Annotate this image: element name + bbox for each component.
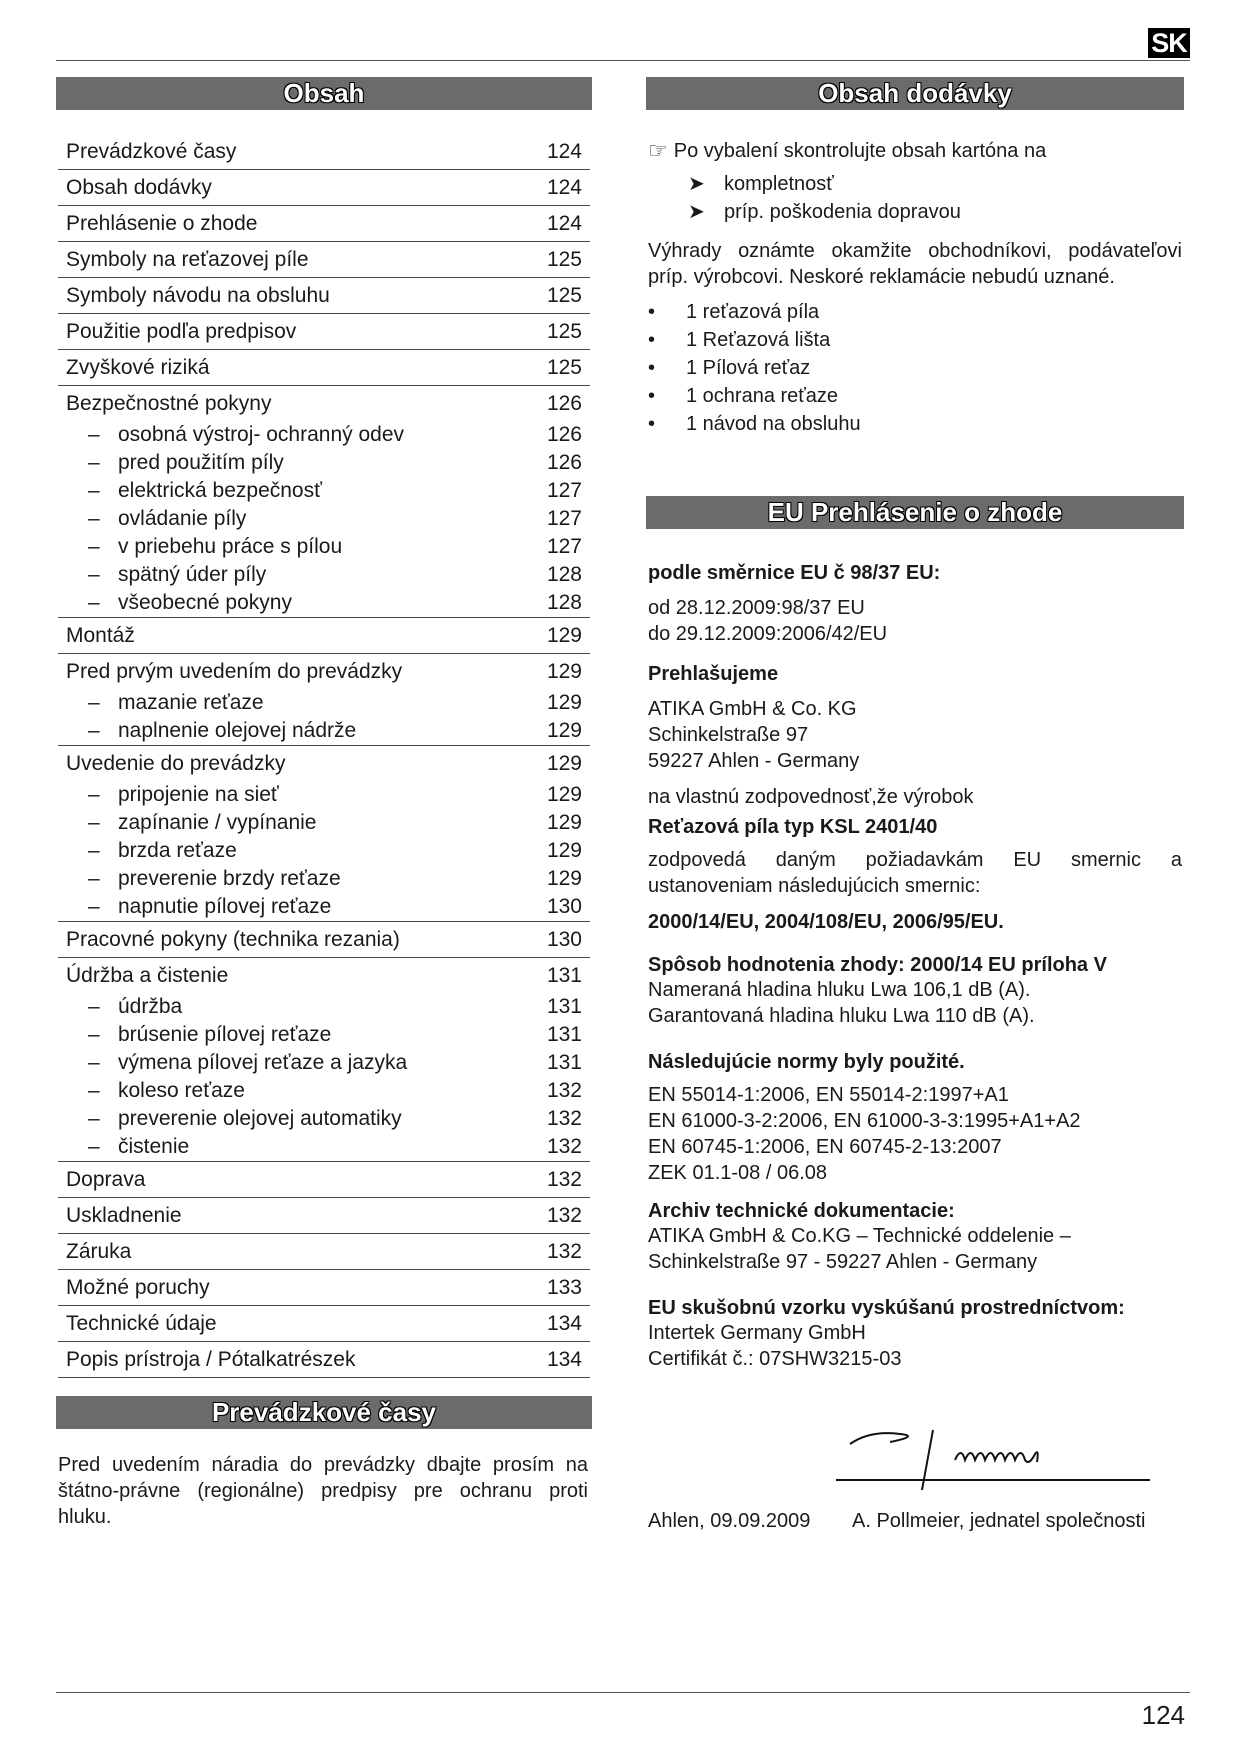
toc-entry-page: 124 bbox=[546, 211, 582, 235]
toc-entry-page: 124 bbox=[546, 139, 582, 163]
toc-subentry-label: napnutie pílovej reťaze bbox=[118, 895, 332, 918]
toc-subentry bbox=[58, 1105, 590, 1133]
directives-list: 2000/14/EU, 2004/108/EU, 2006/95/EU. bbox=[648, 911, 1004, 933]
toc-subentry-page: 130 bbox=[546, 895, 582, 918]
toc-entry-page: 126 bbox=[546, 391, 582, 415]
toc-subentry-page: 132 bbox=[546, 1135, 582, 1158]
delivery-checks bbox=[688, 170, 1182, 226]
dash-icon: – bbox=[88, 839, 100, 862]
dash-icon: – bbox=[88, 783, 100, 806]
footer-rule bbox=[56, 1692, 1190, 1693]
list-item: • 1 Reťazová lišta bbox=[648, 326, 1182, 354]
product-name: Reťazová píla typ KSL 2401/40 bbox=[648, 816, 938, 838]
directive-dates: od 28.12.2009:98/37 EU do 29.12.2009:2006/42/EU bbox=[648, 597, 888, 645]
dash-icon: – bbox=[88, 479, 100, 502]
toc-entry-page: 132 bbox=[546, 1239, 582, 1263]
toc-subentry bbox=[58, 1049, 590, 1077]
toc-subentry-label: pripojenie na sieť bbox=[118, 783, 279, 806]
language-badge: SK bbox=[1148, 28, 1190, 58]
toc-subentry-page: 131 bbox=[546, 1051, 582, 1074]
toc-entry-label: Prevádzkové časy bbox=[66, 139, 237, 163]
toc-entry-page: 130 bbox=[546, 927, 582, 951]
signature bbox=[830, 1420, 1160, 1500]
toc-subentry-page: 132 bbox=[546, 1107, 582, 1130]
toc-subentry bbox=[58, 477, 590, 505]
bullet-icon: • bbox=[648, 413, 656, 435]
manufacturer-address: ATIKA GmbH & Co. KG Schinkelstraße 97 59227 Ahlen - Germany bbox=[648, 698, 860, 772]
dash-icon: – bbox=[88, 451, 100, 474]
toc-entry-label: Symboly na reťazovej píle bbox=[66, 247, 309, 271]
responsibility-text: na vlastnú zodpovednosť,že výrobok bbox=[648, 786, 974, 808]
toc-subentry-label: naplnenie olejovej nádrže bbox=[118, 719, 357, 742]
toc-subentry bbox=[58, 993, 590, 1021]
toc-subentry bbox=[58, 809, 590, 837]
dash-icon: – bbox=[88, 811, 100, 834]
toc-subentry-page: 127 bbox=[546, 535, 582, 558]
toc-entry-label: Doprava bbox=[66, 1167, 146, 1191]
toc-entry-label: Zvyškové riziká bbox=[66, 355, 210, 379]
toc-subentry-label: preverenie olejovej automatiky bbox=[118, 1107, 402, 1130]
toc-entry-page: 125 bbox=[546, 283, 582, 307]
toc-subentry-page: 128 bbox=[546, 591, 582, 614]
toc-entry bbox=[58, 1270, 590, 1306]
directive-heading: podle směrnice EU č 98/37 EU: bbox=[648, 562, 941, 584]
toc-subentry-page: 131 bbox=[546, 1023, 582, 1046]
dash-icon: – bbox=[88, 563, 100, 586]
list-item: • 1 ochrana reťaze bbox=[648, 382, 1182, 410]
toc-entry-label: Symboly návodu na obsluhu bbox=[66, 283, 330, 307]
toc-subentry bbox=[58, 1133, 590, 1162]
toc-subentry-page: 129 bbox=[546, 811, 582, 834]
toc-entry bbox=[58, 1342, 590, 1378]
toc-subentry-label: elektrická bezpečnosť bbox=[118, 479, 322, 502]
toc-subentry-label: všeobecné pokyny bbox=[118, 591, 292, 614]
toc-entry bbox=[58, 386, 590, 421]
delivery-title: Obsah dodávky bbox=[646, 77, 1184, 110]
archive-label: Archiv technické dokumentacie: bbox=[648, 1200, 955, 1222]
toc-subentry-label: koleso reťaze bbox=[118, 1079, 245, 1102]
toc-entry bbox=[58, 1198, 590, 1234]
toc-entry-page: 132 bbox=[546, 1167, 582, 1191]
toc-entry-label: Montáž bbox=[66, 623, 135, 647]
toc-entry-page: 125 bbox=[546, 355, 582, 379]
dash-icon: – bbox=[88, 1079, 100, 1102]
toc-entry-page: 125 bbox=[546, 319, 582, 343]
toc-subentry-page: 132 bbox=[546, 1079, 582, 1102]
toc-subentry-label: údržba bbox=[118, 995, 183, 1018]
dash-icon: – bbox=[88, 423, 100, 446]
page-number: 124 bbox=[1141, 1700, 1185, 1730]
toc-subentry-page: 129 bbox=[546, 691, 582, 714]
declaration-title: EU Prehlásenie o zhode bbox=[646, 496, 1184, 529]
dash-icon: – bbox=[88, 867, 100, 890]
toc-entry-page: 132 bbox=[546, 1203, 582, 1227]
toc-entry bbox=[58, 242, 590, 278]
dash-icon: – bbox=[88, 1023, 100, 1046]
list-item: • 1 reťazová píla bbox=[648, 298, 1182, 326]
toc-subentry-page: 129 bbox=[546, 839, 582, 862]
toc-entry-label: Uvedenie do prevádzky bbox=[66, 751, 286, 775]
noise-values: Nameraná hladina hluku Lwa 106,1 dB (A). Garantovaná hladina hluku Lwa 110 dB (A). bbox=[648, 979, 1035, 1027]
toc-entry-label: Obsah dodávky bbox=[66, 175, 212, 199]
toc-subentry-page: 126 bbox=[546, 451, 582, 474]
dash-icon: – bbox=[88, 691, 100, 714]
list-item: ➤ kompletnosť bbox=[688, 170, 1182, 198]
toc-subentry bbox=[58, 837, 590, 865]
toc-entry bbox=[58, 746, 590, 781]
declare-label: Prehlašujeme bbox=[648, 663, 779, 685]
delivery-note: Výhrady oznámte okamžite obchodníkovi, podávateľovi príp. výrobcovi. Neskoré reklamácie nebudú uznané. bbox=[648, 240, 1182, 288]
toc-subentry-page: 129 bbox=[546, 867, 582, 890]
toc-entry-label: Údržba a čistenie bbox=[66, 963, 229, 987]
bullet-icon: • bbox=[648, 301, 656, 323]
toc-entry bbox=[58, 350, 590, 386]
delivery-section bbox=[648, 138, 1182, 438]
toc-entry bbox=[58, 922, 590, 958]
toc-entry-page: 129 bbox=[546, 751, 582, 775]
dash-icon: – bbox=[88, 591, 100, 614]
bullet-icon: • bbox=[648, 329, 656, 351]
dash-icon: – bbox=[88, 719, 100, 742]
assessment-label: Spôsob hodnotenia zhody: 2000/14 EU príloha V bbox=[648, 954, 1107, 976]
toc-subentry-label: spätný úder píly bbox=[118, 563, 267, 586]
dash-icon: – bbox=[88, 507, 100, 530]
toc-subentry-label: brúsenie pílovej reťaze bbox=[118, 1023, 332, 1046]
toc-entry-label: Popis prístroja / Pótalkatrészek bbox=[66, 1347, 356, 1371]
toc-entry bbox=[58, 1234, 590, 1270]
toc-subentry-label: pred použitím píly bbox=[118, 451, 284, 474]
toc-title: Obsah bbox=[56, 77, 592, 110]
toc-subentry bbox=[58, 449, 590, 477]
toc-subentry bbox=[58, 893, 590, 922]
toc-subentry bbox=[58, 717, 590, 746]
declaration-section bbox=[648, 562, 1184, 1372]
header-rule bbox=[56, 60, 1190, 61]
toc-subentry bbox=[58, 505, 590, 533]
toc-subentry-label: výmena pílovej reťaze a jazyka bbox=[118, 1051, 408, 1074]
toc-subentry-label: zapínanie / vypínanie bbox=[118, 811, 317, 834]
signatory-name: A. Pollmeier, jednatel společnosti bbox=[852, 1510, 1146, 1532]
arrow-bullet-icon: ➤ bbox=[688, 201, 705, 223]
bullet-icon: • bbox=[648, 357, 656, 379]
list-item: • 1 Pílová reťaz bbox=[648, 354, 1182, 382]
list-item: • 1 návod na obsluhu bbox=[648, 410, 1182, 438]
toc-subentry-page: 131 bbox=[546, 995, 582, 1018]
toc-subentry-label: v priebehu práce s pílou bbox=[118, 535, 343, 558]
toc-entry-page: 131 bbox=[546, 963, 582, 987]
toc-entry-label: Prehlásenie o zhode bbox=[66, 211, 258, 235]
toc-entry-label: Bezpečnostné pokyny bbox=[66, 391, 272, 415]
toc-entry-label: Uskladnenie bbox=[66, 1203, 182, 1227]
toc-entry-page: 133 bbox=[546, 1275, 582, 1299]
operating-times-title: Prevádzkové časy bbox=[56, 1396, 592, 1429]
toc-entry-label: Technické údaje bbox=[66, 1311, 217, 1335]
toc-entry-page: 129 bbox=[546, 623, 582, 647]
toc-entry-page: 125 bbox=[546, 247, 582, 271]
dash-icon: – bbox=[88, 895, 100, 918]
standards-label: Následujúcie normy byly použité. bbox=[648, 1051, 965, 1073]
toc-subentry bbox=[58, 689, 590, 717]
toc-subentry bbox=[58, 421, 590, 449]
toc-entry-label: Pracovné pokyny (technika rezania) bbox=[66, 927, 400, 951]
toc-entry-page: 129 bbox=[546, 659, 582, 683]
toc-subentry bbox=[58, 533, 590, 561]
test-lab: Intertek Germany GmbH Certifikát č.: 07SHW3215-03 bbox=[648, 1322, 902, 1370]
toc-subentry bbox=[58, 1077, 590, 1105]
toc-subentry-page: 127 bbox=[546, 479, 582, 502]
toc-entry bbox=[58, 618, 590, 654]
toc-entry bbox=[58, 1306, 590, 1342]
signing-place-date: Ahlen, 09.09.2009 bbox=[648, 1510, 811, 1532]
toc-entry bbox=[58, 958, 590, 993]
toc-entry-page: 134 bbox=[546, 1311, 582, 1335]
bullet-icon: • bbox=[648, 385, 656, 407]
toc-subentry-label: brzda reťaze bbox=[118, 839, 237, 862]
toc-subentry bbox=[58, 589, 590, 618]
toc-subentry-label: ovládanie píly bbox=[118, 507, 247, 530]
dash-icon: – bbox=[88, 995, 100, 1018]
toc-entry-label: Použitie podľa predpisov bbox=[66, 319, 297, 343]
toc-entry bbox=[58, 206, 590, 242]
dash-icon: – bbox=[88, 535, 100, 558]
toc-entry-page: 124 bbox=[546, 175, 582, 199]
toc-subentry-label: mazanie reťaze bbox=[118, 691, 264, 714]
dash-icon: – bbox=[88, 1135, 100, 1158]
archive-address: ATIKA GmbH & Co.KG – Technické oddelenie – Schinkelstraße 97 - 59227 Ahlen - Germany bbox=[648, 1225, 1071, 1273]
toc-entry bbox=[58, 278, 590, 314]
pointing-hand-icon: ☞ bbox=[648, 138, 668, 163]
toc-subentry-page: 127 bbox=[546, 507, 582, 530]
toc-subentry bbox=[58, 865, 590, 893]
toc-entry-page: 134 bbox=[546, 1347, 582, 1371]
standards-list: EN 55014-1:2006, EN 55014-2:1997+A1 EN 61000-3-2:2006, EN 61000-3-3:1995+A1+A2 EN 60745-1:2006, EN 60745-2-13:2007 ZEK 01.1-08 / 06.08 bbox=[648, 1084, 1081, 1184]
toc-entry-label: Pred prvým uvedením do prevádzky bbox=[66, 659, 403, 683]
arrow-bullet-icon: ➤ bbox=[688, 173, 705, 195]
toc-subentry-label: čistenie bbox=[118, 1135, 190, 1158]
toc-subentry bbox=[58, 1021, 590, 1049]
list-item: ➤ príp. poškodenia dopravou bbox=[688, 198, 1182, 226]
delivery-intro: ☞ Po vybalení skontrolujte obsah kartóna na bbox=[648, 138, 1047, 163]
toc-subentry-label: preverenie brzdy reťaze bbox=[118, 867, 341, 890]
operating-times-text: Pred uvedením náradia do prevádzky dbajte prosím na štátno-právne (regionálne) predpisy pre ochranu proti hluku. bbox=[58, 1454, 588, 1528]
dash-icon: – bbox=[88, 1051, 100, 1074]
toc-subentry-page: 129 bbox=[546, 719, 582, 742]
toc-entry-label: Záruka bbox=[66, 1239, 132, 1263]
toc-entry bbox=[58, 1162, 590, 1198]
toc-subentry bbox=[58, 781, 590, 809]
toc-list bbox=[58, 134, 590, 1378]
test-label: EU skušobnú vzorku vyskúšanú prostredníctvom: bbox=[648, 1297, 1125, 1319]
toc-subentry bbox=[58, 561, 590, 589]
toc-entry bbox=[58, 654, 590, 689]
toc-entry bbox=[58, 314, 590, 350]
toc-subentry-page: 126 bbox=[546, 423, 582, 446]
toc-subentry-page: 128 bbox=[546, 563, 582, 586]
dash-icon: – bbox=[88, 1107, 100, 1130]
delivery-items bbox=[648, 298, 1182, 438]
toc-subentry-page: 129 bbox=[546, 783, 582, 806]
compliance-text: zodpovedá daným požiadavkám EU smernic a ustanoveniam následujúcich smernic: bbox=[648, 849, 1182, 897]
toc-entry bbox=[58, 134, 590, 170]
toc-entry-label: Možné poruchy bbox=[66, 1275, 210, 1299]
toc-entry bbox=[58, 170, 590, 206]
toc-subentry-label: osobná výstroj- ochranný odev bbox=[118, 423, 404, 446]
